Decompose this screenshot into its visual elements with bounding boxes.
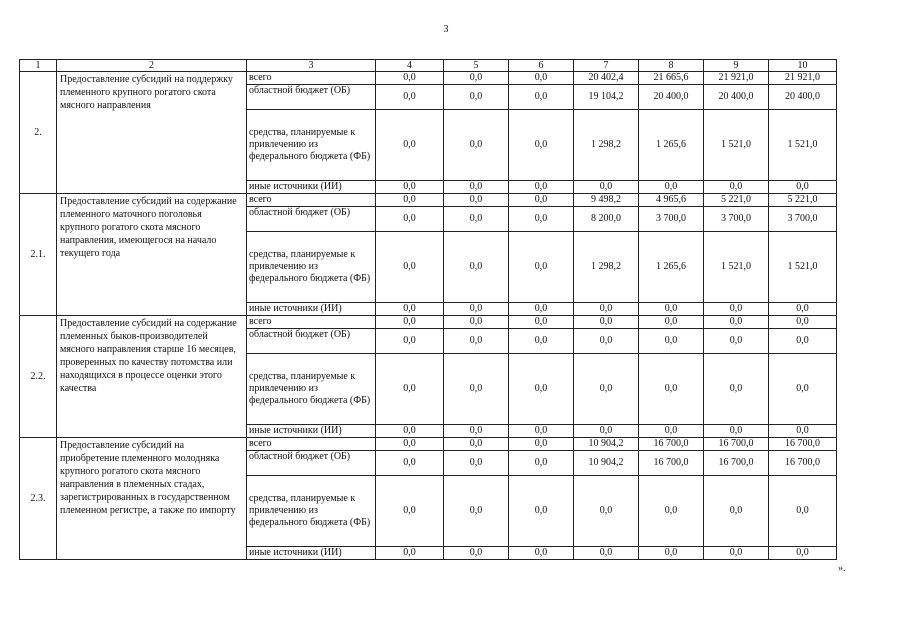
value-cell: 0,0 [376,303,444,316]
item-number: 2.1. [20,194,57,316]
value-cell: 0,0 [509,303,574,316]
value-cell: 0,0 [509,207,574,232]
value-cell: 0,0 [509,316,574,329]
funding-source: иные источники (ИИ) [247,303,376,316]
value-cell: 0,0 [444,194,509,207]
column-number: 4 [376,60,444,72]
column-number: 2 [57,60,247,72]
table-row [20,194,837,207]
value-cell: 0,0 [769,476,837,547]
value-cell: 0,0 [769,303,837,316]
table-row [20,316,837,329]
value-cell: 20 400,0 [639,85,704,110]
value-cell: 0,0 [639,181,704,194]
value-cell: 21 921,0 [769,72,837,85]
value-cell: 1 265,6 [639,232,704,303]
value-cell: 0,0 [444,316,509,329]
value-cell: 0,0 [574,303,639,316]
value-cell: 0,0 [376,476,444,547]
item-description: Предоставление субсидий на содержание племенного маточного поголовья крупного рогатого скота мясного направления, имеющегося на начало текущего года [57,194,247,316]
value-cell: 0,0 [574,316,639,329]
column-number: 6 [509,60,574,72]
value-cell: 0,0 [704,547,769,560]
value-cell: 0,0 [509,232,574,303]
value-cell: 0,0 [769,329,837,354]
value-cell: 0,0 [509,194,574,207]
value-cell: 1 521,0 [769,110,837,181]
value-cell: 0,0 [376,72,444,85]
value-cell: 0,0 [509,329,574,354]
item-number: 2. [20,72,57,194]
value-cell: 0,0 [574,354,639,425]
value-cell: 0,0 [509,181,574,194]
value-cell: 20 400,0 [769,85,837,110]
column-number: 8 [639,60,704,72]
item-description: Предоставление субсидий на приобретение племенного молодняка крупного рогатого скота мясного направления в племенных стадах, зарегистрированных в государственном племенном регистре, а также по импорту [57,438,247,560]
value-cell: 0,0 [509,547,574,560]
value-cell: 0,0 [509,354,574,425]
value-cell: 16 700,0 [769,451,837,476]
value-cell: 0,0 [376,232,444,303]
value-cell: 0,0 [509,476,574,547]
value-cell: 0,0 [376,316,444,329]
value-cell: 3 700,0 [639,207,704,232]
value-cell: 0,0 [639,425,704,438]
page-number: 3 [443,24,449,35]
value-cell: 3 700,0 [704,207,769,232]
funding-source: областной бюджет (ОБ) [247,85,376,110]
value-cell: 0,0 [574,547,639,560]
item-description: Предоставление субсидий на поддержку племенного крупного рогатого скота мясного направления [57,72,247,194]
column-number: 1 [20,60,57,72]
value-cell: 0,0 [574,425,639,438]
column-number-row [20,60,837,72]
value-cell: 0,0 [376,425,444,438]
value-cell: 19 104,2 [574,85,639,110]
value-cell: 1 521,0 [704,110,769,181]
value-cell: 10 904,2 [574,451,639,476]
value-cell: 0,0 [444,425,509,438]
value-cell: 0,0 [704,354,769,425]
value-cell: 0,0 [509,85,574,110]
funding-source: всего [247,194,376,207]
value-cell: 0,0 [704,181,769,194]
funding-source: всего [247,438,376,451]
value-cell: 0,0 [639,329,704,354]
funding-source: областной бюджет (ОБ) [247,451,376,476]
value-cell: 1 298,2 [574,110,639,181]
value-cell: 1 521,0 [769,232,837,303]
value-cell: 0,0 [376,181,444,194]
value-cell: 9 498,2 [574,194,639,207]
funding-source: всего [247,72,376,85]
value-cell: 20 402,4 [574,72,639,85]
funding-source: средства, планируемые к привлечению из федерального бюджета (ФБ) [247,110,376,181]
value-cell: 0,0 [509,438,574,451]
value-cell: 0,0 [444,438,509,451]
value-cell: 0,0 [444,72,509,85]
funding-source: всего [247,316,376,329]
value-cell: 0,0 [444,181,509,194]
value-cell: 0,0 [639,547,704,560]
value-cell: 20 400,0 [704,85,769,110]
value-cell: 1 298,2 [574,232,639,303]
value-cell: 0,0 [704,425,769,438]
value-cell: 16 700,0 [639,438,704,451]
item-description: Предоставление субсидий на содержание племенных быков-производителей мясного направления старше 16 месяцев, проверенных по качеству потомства или находящихся в процессе оценки этого качества [57,316,247,438]
value-cell: 16 700,0 [704,451,769,476]
value-cell: 3 700,0 [769,207,837,232]
value-cell: 0,0 [704,476,769,547]
value-cell: 21 921,0 [704,72,769,85]
value-cell: 0,0 [444,451,509,476]
value-cell: 0,0 [769,425,837,438]
value-cell: 8 200,0 [574,207,639,232]
funding-source: иные источники (ИИ) [247,547,376,560]
value-cell: 0,0 [509,425,574,438]
column-number: 7 [574,60,639,72]
value-cell: 0,0 [769,547,837,560]
value-cell: 0,0 [509,451,574,476]
item-number: 2.3. [20,438,57,560]
value-cell: 0,0 [769,181,837,194]
funding-source: средства, планируемые к привлечению из федерального бюджета (ФБ) [247,232,376,303]
value-cell: 16 700,0 [704,438,769,451]
value-cell: 0,0 [444,232,509,303]
value-cell: 0,0 [376,329,444,354]
value-cell: 5 221,0 [704,194,769,207]
column-number: 5 [444,60,509,72]
value-cell: 5 221,0 [769,194,837,207]
column-number: 3 [247,60,376,72]
value-cell: 0,0 [376,438,444,451]
value-cell: 0,0 [444,303,509,316]
value-cell: 0,0 [704,329,769,354]
value-cell: 0,0 [704,303,769,316]
value-cell: 0,0 [444,547,509,560]
funding-source: областной бюджет (ОБ) [247,329,376,354]
value-cell: 0,0 [639,354,704,425]
value-cell: 1 521,0 [704,232,769,303]
value-cell: 0,0 [376,110,444,181]
value-cell: 0,0 [444,329,509,354]
value-cell: 0,0 [376,547,444,560]
value-cell: 0,0 [574,476,639,547]
value-cell: 0,0 [704,316,769,329]
value-cell: 0,0 [444,110,509,181]
value-cell: 0,0 [444,85,509,110]
table-row [20,438,837,451]
value-cell: 0,0 [376,85,444,110]
value-cell: 0,0 [376,451,444,476]
funding-source: средства, планируемые к привлечению из федерального бюджета (ФБ) [247,476,376,547]
value-cell: 0,0 [509,72,574,85]
funding-source: иные источники (ИИ) [247,425,376,438]
value-cell: 0,0 [639,303,704,316]
value-cell: 4 965,6 [639,194,704,207]
value-cell: 10 904,2 [574,438,639,451]
funding-source: иные источники (ИИ) [247,181,376,194]
value-cell: 0,0 [769,316,837,329]
value-cell: 0,0 [639,316,704,329]
value-cell: 16 700,0 [639,451,704,476]
value-cell: 1 265,6 [639,110,704,181]
value-cell: 0,0 [574,181,639,194]
value-cell: 16 700,0 [769,438,837,451]
value-cell: 21 665,6 [639,72,704,85]
value-cell: 0,0 [444,476,509,547]
subsidy-table [19,59,837,560]
value-cell: 0,0 [376,194,444,207]
value-cell: 0,0 [376,207,444,232]
value-cell: 0,0 [376,354,444,425]
column-number: 9 [704,60,769,72]
item-number: 2.2. [20,316,57,438]
value-cell: 0,0 [769,354,837,425]
value-cell: 0,0 [574,329,639,354]
value-cell: 0,0 [509,110,574,181]
table-row [20,72,837,85]
funding-source: областной бюджет (ОБ) [247,207,376,232]
value-cell: 0,0 [444,354,509,425]
value-cell: 0,0 [639,476,704,547]
column-number: 10 [769,60,837,72]
closing-quote-mark: ». [838,563,846,574]
value-cell: 0,0 [444,207,509,232]
funding-source: средства, планируемые к привлечению из федерального бюджета (ФБ) [247,354,376,425]
